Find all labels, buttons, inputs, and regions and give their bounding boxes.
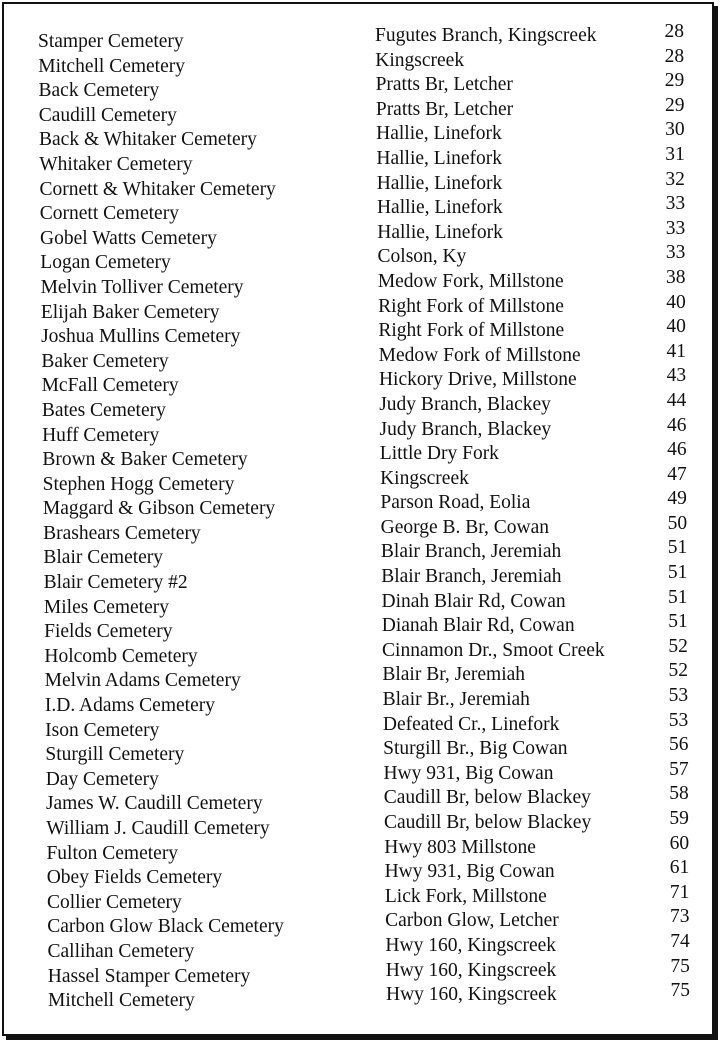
index-entry	[4, 611, 716, 643]
cemetery-location: Little Dry Fork	[379, 443, 499, 465]
index-entry	[4, 930, 716, 963]
cemetery-index-list	[4, 21, 716, 1012]
cemetery-location: Hwy 160, Kingscreek	[385, 959, 557, 981]
cemetery-location: Hwy 160, Kingscreek	[386, 984, 557, 1006]
page-number: 30	[665, 119, 685, 141]
cemetery-location: Hallie, Linefork	[376, 197, 503, 219]
cemetery-location: Hallie, Linefork	[376, 147, 503, 169]
page-number: 33	[665, 242, 686, 264]
cemetery-name: Huff Cemetery	[42, 424, 160, 446]
cemetery-name: Brown & Baker Cemetery	[42, 449, 248, 471]
index-entry	[4, 143, 716, 176]
index-entry	[4, 512, 716, 545]
cemetery-name: Fields Cemetery	[44, 621, 173, 643]
page-number: 61	[669, 857, 690, 879]
cemetery-location: Caudill Br, below Blackey	[384, 812, 592, 833]
cemetery-name: McFall Cemetery	[41, 375, 179, 397]
cemetery-location: Carbon Glow, Letcher	[385, 910, 559, 932]
cemetery-name: Caudill Cemetery	[38, 104, 177, 126]
index-entry	[4, 488, 716, 520]
page-number: 33	[665, 217, 686, 239]
cemetery-location: Hickory Drive, Millstone	[378, 369, 577, 391]
cemetery-name: Carbon Glow Black Cemetery	[47, 916, 284, 938]
cemetery-location: Hwy 931, Big Cowan	[383, 762, 554, 784]
index-entry	[4, 660, 716, 692]
page-number: 43	[666, 365, 687, 387]
index-entry	[4, 94, 716, 127]
page-number: 51	[667, 562, 688, 584]
cemetery-name: Mitchell Cemetery	[38, 55, 185, 77]
cemetery-name: Brashears Cemetery	[43, 522, 201, 544]
cemetery-name: Callihan Cemetery	[47, 940, 195, 962]
index-entry	[4, 808, 716, 840]
index-entry	[4, 119, 716, 151]
index-entry	[4, 881, 716, 914]
cemetery-location: Medow Fork of Millstone	[378, 344, 581, 366]
index-entry	[4, 193, 716, 225]
index-entry	[4, 242, 716, 274]
page-number: 57	[669, 758, 689, 780]
index-entry	[4, 980, 716, 1012]
page-number: 60	[669, 832, 690, 854]
cemetery-location: Sturgill Br., Big Cowan	[383, 738, 568, 760]
index-entry	[4, 45, 716, 78]
cemetery-location: Lick Fork, Millstone	[384, 885, 547, 907]
index-entry	[4, 463, 716, 496]
cemetery-location: Cinnamon Dr., Smoot Creek	[382, 639, 605, 661]
cemetery-name: Blair Cemetery	[43, 547, 164, 569]
cemetery-location: Blair Br, Jeremiah	[382, 664, 526, 686]
index-entry	[4, 316, 716, 348]
index-entry	[4, 291, 716, 324]
page-number: 51	[667, 537, 688, 559]
page-number: 52	[668, 660, 688, 682]
page-number: 32	[665, 168, 685, 190]
cemetery-name: Blair Cemetery #2	[43, 572, 188, 594]
cemetery-location: Pratts Br, Letcher	[375, 74, 513, 96]
cemetery-name: Back & Whitaker Cemetery	[39, 129, 257, 151]
cemetery-name: Whitaker Cemetery	[39, 153, 193, 175]
cemetery-name: Ison Cemetery	[45, 719, 160, 741]
index-entry	[4, 414, 716, 447]
cemetery-location: Hallie, Linefork	[376, 123, 502, 145]
page-number: 38	[666, 266, 686, 288]
index-entry	[4, 266, 716, 299]
cemetery-location: Defeated Cr., Linefork	[382, 713, 560, 735]
page-number: 74	[670, 930, 690, 952]
page-number: 46	[667, 439, 687, 461]
index-entry	[4, 537, 716, 569]
page-number: 40	[666, 291, 686, 313]
index-entry	[4, 70, 716, 102]
cemetery-location: Pratts Br, Letcher	[375, 98, 514, 120]
cemetery-location: Blair Branch, Jeremiah	[380, 541, 562, 563]
index-entry	[4, 734, 716, 766]
cemetery-name: Logan Cemetery	[40, 252, 171, 274]
cemetery-location: Hallie, Linefork	[377, 221, 503, 243]
page-number: 51	[668, 611, 688, 633]
cemetery-name: Fulton Cemetery	[46, 842, 179, 864]
index-entry	[4, 389, 716, 422]
cemetery-location: Caudill Br, below Blackey	[383, 787, 591, 809]
cemetery-location: Right Fork of Millstone	[378, 320, 565, 342]
index-entry	[4, 709, 716, 742]
page-number: 47	[667, 463, 687, 485]
page-number: 41	[666, 340, 686, 362]
cemetery-location: Blair Branch, Jeremiah	[381, 566, 562, 588]
index-entry	[4, 168, 716, 201]
page-number: 75	[670, 955, 690, 977]
index-entry	[4, 955, 716, 988]
page-number: 28	[664, 21, 684, 42]
page-number: 29	[664, 70, 685, 92]
index-entry	[4, 635, 716, 668]
page-number: 59	[669, 808, 689, 829]
cemetery-name: I.D. Adams Cemetery	[44, 695, 215, 717]
cemetery-name: Holcomb Cemetery	[44, 645, 198, 667]
page-number: 75	[670, 980, 690, 1002]
page-number: 53	[668, 685, 689, 707]
page-number: 73	[670, 906, 690, 928]
cemetery-location: Right Fork of Millstone	[378, 295, 564, 317]
cemetery-name: Gobel Watts Cemetery	[40, 227, 217, 249]
page-number: 71	[669, 881, 690, 903]
cemetery-location: Dinah Blair Rd, Cowan	[381, 590, 566, 612]
cemetery-name: Mitchell Cemetery	[48, 990, 195, 1012]
cemetery-name: Hassel Stamper Cemetery	[47, 965, 251, 987]
cemetery-location: George B. Br, Cowan	[380, 516, 550, 538]
cemetery-location: Dianah Blair Rd, Cowan	[381, 615, 575, 637]
cemetery-name: James W. Caudill Cemetery	[45, 793, 263, 815]
page-number: 49	[667, 488, 687, 510]
cemetery-name: Miles Cemetery	[43, 596, 169, 618]
page-number: 58	[669, 783, 689, 805]
cemetery-location: Judy Branch, Blackey	[379, 393, 551, 415]
cemetery-name: William J. Caudill Cemetery	[46, 818, 270, 839]
cemetery-name: Cornett Cemetery	[39, 203, 179, 225]
cemetery-location: Fugutes Branch, Kingscreek	[375, 25, 597, 46]
cemetery-name: Sturgill Cemetery	[45, 744, 185, 766]
page-number: 28	[664, 45, 685, 67]
index-entry	[4, 439, 716, 471]
index-entry	[4, 365, 716, 397]
index-entry	[4, 783, 716, 815]
page-number: 40	[666, 316, 686, 338]
page-number: 31	[665, 143, 685, 165]
cemetery-location: Judy Branch, Blackey	[379, 418, 552, 440]
cemetery-name: Joshua Mullins Cemetery	[41, 326, 241, 348]
cemetery-name: Obey Fields Cemetery	[46, 867, 223, 889]
index-entry	[4, 217, 716, 250]
cemetery-name: Elijah Baker Cemetery	[40, 301, 220, 323]
cemetery-location: Hwy 160, Kingscreek	[385, 934, 557, 956]
cemetery-name: Back Cemetery	[38, 80, 160, 102]
index-entry	[4, 586, 716, 619]
cemetery-name: Stephen Hogg Cemetery	[42, 473, 235, 495]
page-number: 33	[665, 193, 686, 215]
cemetery-name: Collier Cemetery	[46, 891, 182, 913]
cemetery-name: Melvin Tolliver Cemetery	[40, 276, 244, 298]
cemetery-name: Baker Cemetery	[41, 350, 169, 372]
index-entry	[4, 340, 716, 373]
cemetery-location: Hwy 803 Millstone	[384, 836, 536, 858]
page-number: 46	[666, 414, 687, 436]
cemetery-location: Hwy 931, Big Cowan	[384, 861, 555, 883]
index-entry	[4, 906, 716, 938]
cemetery-name: Melvin Adams Cemetery	[44, 670, 241, 692]
page-number: 50	[667, 512, 688, 534]
cemetery-location: Kingscreek	[380, 467, 469, 489]
cemetery-location: Parson Road, Eolia	[380, 492, 531, 514]
cemetery-name: Bates Cemetery	[41, 399, 166, 421]
cemetery-location: Hallie, Linefork	[376, 172, 503, 194]
cemetery-location: Kingscreek	[375, 49, 465, 71]
index-entry	[4, 832, 716, 865]
cemetery-location: Medow Fork, Millstone	[377, 270, 564, 292]
page-number: 51	[668, 586, 688, 608]
page-number: 56	[668, 734, 689, 756]
cemetery-name: Cornett & Whitaker Cemetery	[39, 178, 276, 200]
page-number: 44	[666, 389, 687, 411]
cemetery-name: Day Cemetery	[45, 768, 159, 790]
index-entry	[4, 857, 716, 889]
cemetery-location: Blair Br., Jeremiah	[382, 689, 530, 711]
index-entry	[4, 21, 716, 53]
page-shadow-bottom	[6, 1036, 718, 1040]
index-entry	[4, 685, 716, 717]
page-number: 53	[668, 709, 689, 731]
page-number: 52	[668, 635, 688, 657]
page-number: 29	[664, 94, 685, 116]
document-page	[2, 2, 714, 1036]
cemetery-name: Maggard & Gibson Cemetery	[42, 498, 276, 520]
cemetery-location: Colson, Ky	[377, 246, 467, 268]
cemetery-name: Stamper Cemetery	[38, 31, 184, 52]
index-entry	[4, 758, 716, 791]
index-entry	[4, 562, 716, 594]
